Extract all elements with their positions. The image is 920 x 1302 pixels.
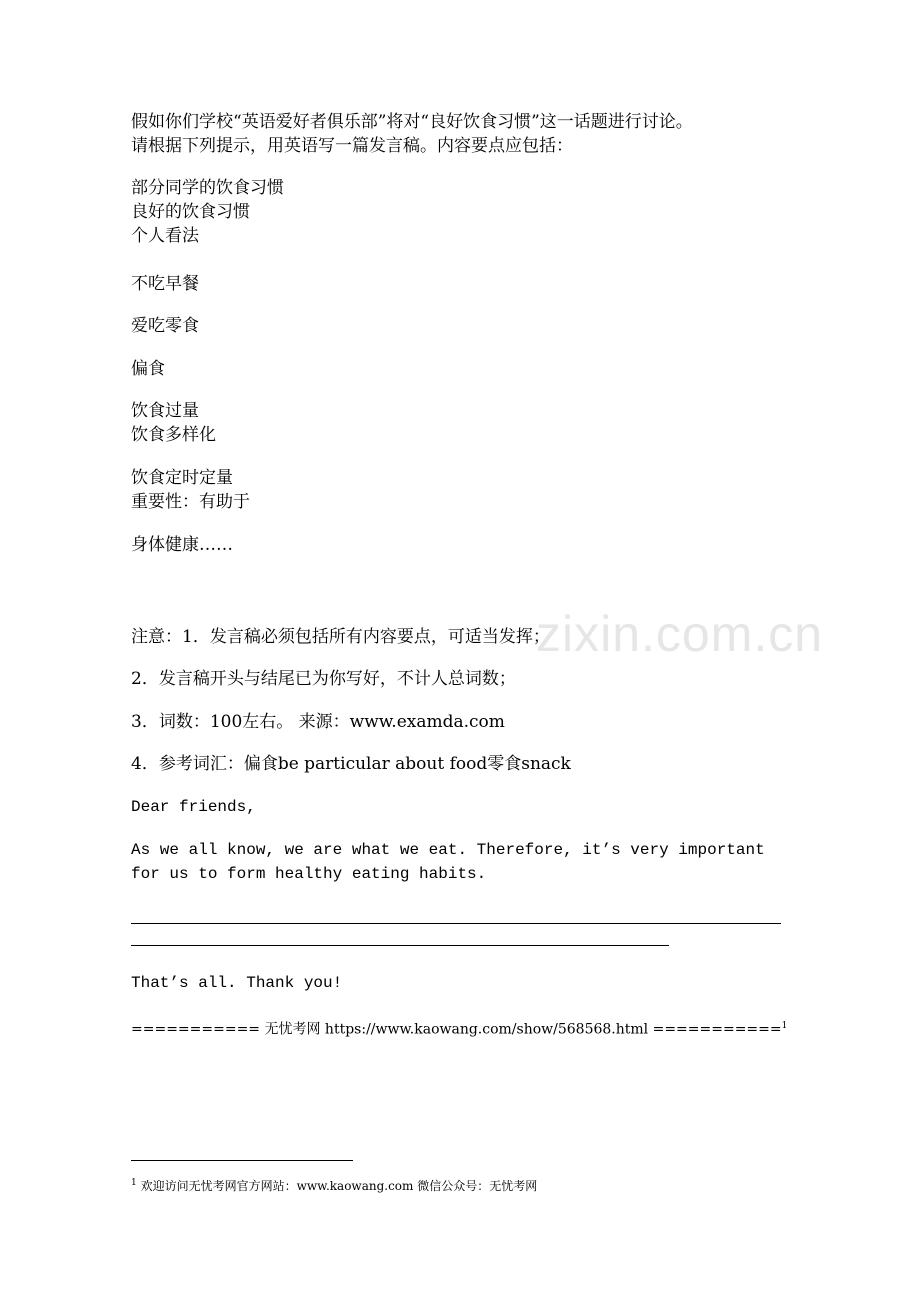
footnote-content: 欢迎访问无忧考网官方网站：www.kaowang.com 微信公众号：无忧考网: [140, 1179, 538, 1193]
outline-item: 良好的饮食习惯: [131, 202, 250, 222]
note-line: 4．参考词汇：偏食be particular about food零食snack: [131, 754, 571, 774]
detail-item: 不吃早餐: [131, 274, 199, 294]
note-line: 注意：1．发言稿必须包括所有内容要点，可适当发挥；: [131, 627, 550, 647]
footnote-text: [131, 1171, 537, 1198]
detail-item: 重要性：有助于: [131, 492, 250, 512]
answer-blank-line: [131, 923, 781, 924]
footnote-reference: 1: [781, 1021, 788, 1031]
source-line-text: =========== 无忧考网 https://www.kaowang.com/show/568568.html ===========: [131, 1021, 782, 1038]
answer-blank-line: [131, 945, 669, 946]
detail-item: 爱吃零食: [131, 316, 199, 336]
outline-item: 部分同学的饮食习惯: [131, 178, 284, 198]
intro-line-1: 假如你们学校“英语爱好者俱乐部”将对“良好饮食习惯”这一话题进行讨论。: [131, 112, 693, 132]
letter-greeting: Dear friends,: [131, 798, 256, 816]
letter-body-line: for us to form healthy eating habits.: [131, 865, 487, 883]
footnote-number: 1: [131, 1178, 137, 1188]
note-line: 2．发言稿开头与结尾已为你写好，不计人总词数；: [131, 669, 516, 689]
note-line: 3．词数：100左右。 来源：www.examda.com: [131, 712, 505, 732]
footnote-separator: [131, 1160, 353, 1161]
detail-item: 饮食定时定量: [131, 468, 233, 488]
detail-item: 饮食多样化: [131, 425, 216, 445]
watermark: zixin.com.cn: [536, 606, 824, 662]
detail-item: 身体健康……: [131, 535, 233, 555]
letter-closing: That’s all. Thank you!: [131, 974, 343, 992]
detail-item: 饮食过量: [131, 401, 199, 421]
intro-line-2: 请根据下列提示，用英语写一篇发言稿。内容要点应包括：: [131, 136, 573, 156]
source-line: [131, 1014, 787, 1042]
detail-item: 偏食: [131, 359, 165, 379]
letter-body-line: As we all know, we are what we eat. Therefore, it’s very important: [131, 841, 765, 859]
outline-item: 个人看法: [131, 226, 199, 246]
